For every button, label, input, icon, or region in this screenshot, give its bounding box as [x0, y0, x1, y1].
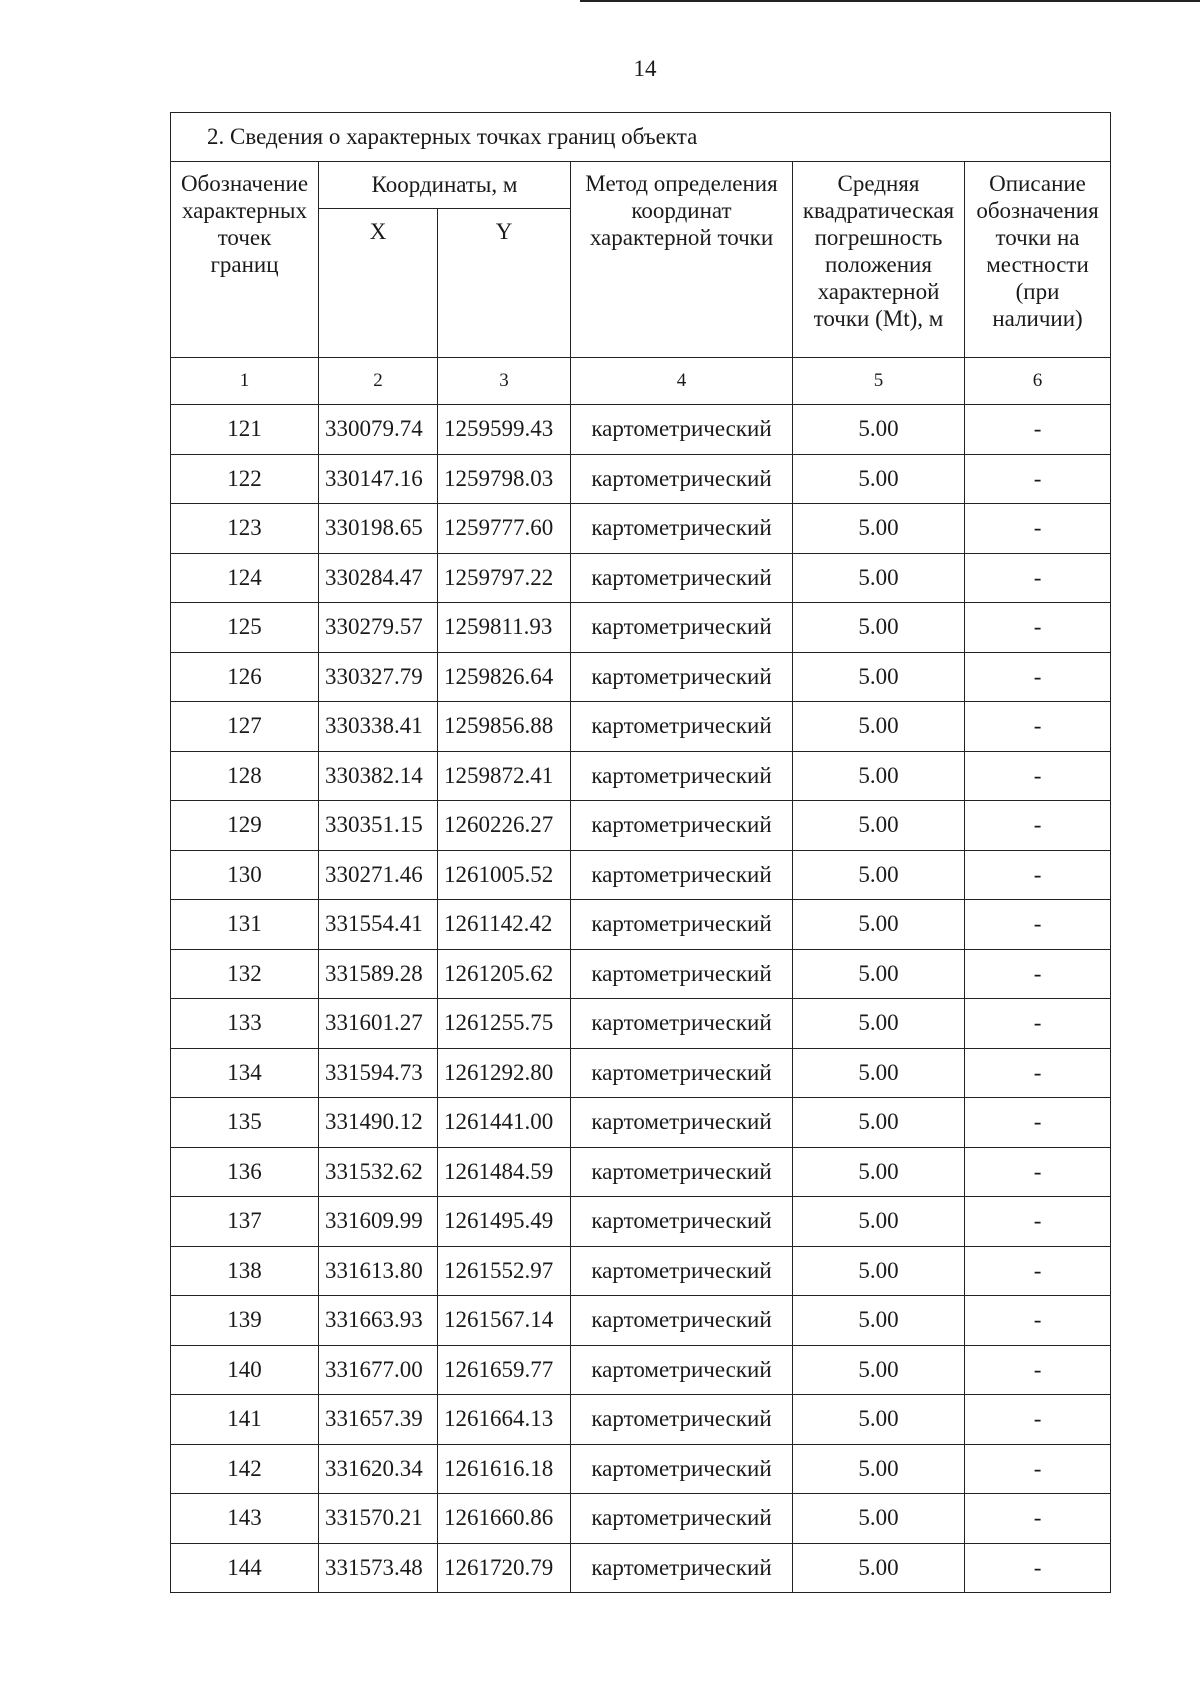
cell-method: картометрический: [571, 454, 793, 504]
cell-description: -: [965, 1444, 1111, 1494]
cell-description: -: [965, 652, 1111, 702]
cell-y-coordinate: 1261441.00: [438, 1098, 571, 1148]
cell-point-id: 135: [171, 1098, 319, 1148]
cell-description: -: [965, 454, 1111, 504]
table-row: [171, 405, 1111, 455]
cell-point-id: 141: [171, 1395, 319, 1445]
cell-point-id: 142: [171, 1444, 319, 1494]
header-y: Y: [438, 209, 571, 358]
table-row: [171, 1098, 1111, 1148]
table-row: [171, 1494, 1111, 1544]
cell-error: 5.00: [793, 1147, 965, 1197]
column-number: 4: [571, 358, 793, 405]
cell-description: -: [965, 949, 1111, 999]
table-row: [171, 504, 1111, 554]
cell-error: 5.00: [793, 1296, 965, 1346]
header-error: [793, 162, 965, 358]
header-error-line: квадратическая: [802, 198, 955, 223]
cell-point-id: 122: [171, 454, 319, 504]
cell-method: картометрический: [571, 801, 793, 851]
cell-description: -: [965, 751, 1111, 801]
cell-y-coordinate: 1261567.14: [438, 1296, 571, 1346]
cell-point-id: 137: [171, 1197, 319, 1247]
cell-y-coordinate: 1261664.13: [438, 1395, 571, 1445]
cell-x-coordinate: 331663.93: [319, 1296, 438, 1346]
cell-x-coordinate: 331573.48: [319, 1543, 438, 1593]
cell-y-coordinate: 1261552.97: [438, 1246, 571, 1296]
cell-x-coordinate: 331490.12: [319, 1098, 438, 1148]
cell-point-id: 126: [171, 652, 319, 702]
cell-x-coordinate: 331620.34: [319, 1444, 438, 1494]
table-row: [171, 1197, 1111, 1247]
cell-point-id: 133: [171, 999, 319, 1049]
cell-point-id: 125: [171, 603, 319, 653]
header-designation-line: границ: [210, 252, 279, 277]
table-row: [171, 1543, 1111, 1593]
cell-description: -: [965, 553, 1111, 603]
cell-y-coordinate: 1261142.42: [438, 900, 571, 950]
table-row: [171, 1048, 1111, 1098]
cell-method: картометрический: [571, 1444, 793, 1494]
cell-method: картометрический: [571, 1494, 793, 1544]
cell-point-id: 139: [171, 1296, 319, 1346]
table-row: [171, 652, 1111, 702]
cell-y-coordinate: 1259798.03: [438, 454, 571, 504]
cell-description: -: [965, 603, 1111, 653]
cell-y-coordinate: 1261484.59: [438, 1147, 571, 1197]
cell-method: картометрический: [571, 504, 793, 554]
section-title: 2. Сведения о характерных точках границ объекта: [171, 113, 1111, 162]
cell-method: картометрический: [571, 1147, 793, 1197]
table-row: [171, 454, 1111, 504]
cell-error: 5.00: [793, 999, 965, 1049]
cell-error: 5.00: [793, 504, 965, 554]
cell-point-id: 140: [171, 1345, 319, 1395]
cell-description: -: [965, 504, 1111, 554]
page-number: 14: [633, 56, 657, 81]
table-row: [171, 1296, 1111, 1346]
cell-method: картометрический: [571, 702, 793, 752]
table-row: [171, 1246, 1111, 1296]
cell-y-coordinate: 1261720.79: [438, 1543, 571, 1593]
cell-description: -: [965, 999, 1111, 1049]
header-method-line: координат: [631, 198, 732, 223]
cell-point-id: 130: [171, 850, 319, 900]
cell-error: 5.00: [793, 652, 965, 702]
cell-error: 5.00: [793, 1395, 965, 1445]
table-row: [171, 949, 1111, 999]
cell-description: -: [965, 702, 1111, 752]
header-error-line: погрешность: [814, 225, 943, 250]
table-row: [171, 1345, 1111, 1395]
cell-y-coordinate: 1259777.60: [438, 504, 571, 554]
cell-y-coordinate: 1259826.64: [438, 652, 571, 702]
header-description-line: Описание: [989, 171, 1086, 196]
header-description-line: обозначения: [976, 198, 1099, 223]
header-designation-line: точек: [217, 225, 272, 250]
cell-x-coordinate: 330079.74: [319, 405, 438, 455]
cell-x-coordinate: 330351.15: [319, 801, 438, 851]
column-number: 2: [319, 358, 438, 405]
cell-y-coordinate: 1259856.88: [438, 702, 571, 752]
header-coordinates: Координаты, м: [319, 162, 571, 209]
cell-y-coordinate: 1259599.43: [438, 405, 571, 455]
cell-method: картометрический: [571, 1197, 793, 1247]
cell-y-coordinate: 1261616.18: [438, 1444, 571, 1494]
characteristic-points-table: [170, 112, 1111, 1593]
cell-method: картометрический: [571, 751, 793, 801]
cell-x-coordinate: 331532.62: [319, 1147, 438, 1197]
cell-x-coordinate: 330327.79: [319, 652, 438, 702]
cell-y-coordinate: 1261255.75: [438, 999, 571, 1049]
cell-error: 5.00: [793, 1494, 965, 1544]
table-row: [171, 751, 1111, 801]
cell-point-id: 136: [171, 1147, 319, 1197]
cell-x-coordinate: 331594.73: [319, 1048, 438, 1098]
cell-description: -: [965, 1048, 1111, 1098]
table-row: [171, 801, 1111, 851]
cell-method: картометрический: [571, 603, 793, 653]
cell-point-id: 129: [171, 801, 319, 851]
header-error-line: характерной: [817, 279, 940, 304]
header-method: [571, 162, 793, 358]
cell-y-coordinate: 1261292.80: [438, 1048, 571, 1098]
cell-y-coordinate: 1259797.22: [438, 553, 571, 603]
cell-method: картометрический: [571, 652, 793, 702]
header-method-line: характерной точки: [589, 225, 774, 250]
cell-x-coordinate: 330271.46: [319, 850, 438, 900]
cell-x-coordinate: 331601.27: [319, 999, 438, 1049]
cell-error: 5.00: [793, 454, 965, 504]
table-row: [171, 1395, 1111, 1445]
cell-error: 5.00: [793, 1098, 965, 1148]
header-description-line: наличии): [992, 306, 1083, 331]
cell-point-id: 134: [171, 1048, 319, 1098]
header-error-line: положения: [825, 252, 932, 277]
header-method-line: Метод определения: [585, 171, 778, 196]
cell-description: -: [965, 900, 1111, 950]
cell-x-coordinate: 331609.99: [319, 1197, 438, 1247]
table-row: [171, 603, 1111, 653]
column-number: 3: [438, 358, 571, 405]
cell-method: картометрический: [571, 1048, 793, 1098]
table-row: [171, 1444, 1111, 1494]
cell-y-coordinate: 1260226.27: [438, 801, 571, 851]
table-row: [171, 999, 1111, 1049]
cell-description: -: [965, 1345, 1111, 1395]
cell-point-id: 138: [171, 1246, 319, 1296]
header-designation: [171, 162, 319, 358]
cell-x-coordinate: 330198.65: [319, 504, 438, 554]
column-number: 6: [965, 358, 1111, 405]
header-designation-line: Обозначение: [180, 171, 309, 196]
cell-error: 5.00: [793, 949, 965, 999]
header-description-line: точки на: [995, 225, 1080, 250]
cell-method: картометрический: [571, 553, 793, 603]
cell-x-coordinate: 330147.16: [319, 454, 438, 504]
cell-description: -: [965, 1197, 1111, 1247]
cell-method: картометрический: [571, 1543, 793, 1593]
column-number-row: [171, 358, 1111, 405]
header-row-1: [171, 162, 1111, 209]
top-rule: [580, 0, 1200, 2]
cell-error: 5.00: [793, 801, 965, 851]
column-number: 1: [171, 358, 319, 405]
cell-description: -: [965, 1246, 1111, 1296]
table-row: [171, 900, 1111, 950]
header-description: [965, 162, 1111, 358]
cell-method: картометрический: [571, 1098, 793, 1148]
cell-x-coordinate: 331677.00: [319, 1345, 438, 1395]
cell-method: картометрический: [571, 1296, 793, 1346]
header-error-line: Средняя: [837, 171, 920, 196]
cell-y-coordinate: 1261205.62: [438, 949, 571, 999]
cell-method: картометрический: [571, 850, 793, 900]
cell-description: -: [965, 1296, 1111, 1346]
cell-error: 5.00: [793, 1246, 965, 1296]
cell-error: 5.00: [793, 751, 965, 801]
cell-y-coordinate: 1261659.77: [438, 1345, 571, 1395]
table-body: [171, 113, 1111, 1593]
cell-error: 5.00: [793, 1543, 965, 1593]
cell-x-coordinate: 330279.57: [319, 603, 438, 653]
cell-error: 5.00: [793, 850, 965, 900]
cell-x-coordinate: 331657.39: [319, 1395, 438, 1445]
cell-error: 5.00: [793, 603, 965, 653]
header-error-line: точки (Mt), м: [813, 306, 944, 331]
cell-error: 5.00: [793, 900, 965, 950]
cell-point-id: 127: [171, 702, 319, 752]
table-row: [171, 553, 1111, 603]
cell-method: картометрический: [571, 900, 793, 950]
header-description-line: (при: [1015, 279, 1060, 304]
cell-y-coordinate: 1261495.49: [438, 1197, 571, 1247]
cell-description: -: [965, 850, 1111, 900]
cell-x-coordinate: 331613.80: [319, 1246, 438, 1296]
cell-y-coordinate: 1259811.93: [438, 603, 571, 653]
cell-point-id: 123: [171, 504, 319, 554]
cell-x-coordinate: 331589.28: [319, 949, 438, 999]
header-designation-line: характерных: [181, 198, 307, 223]
cell-point-id: 132: [171, 949, 319, 999]
cell-x-coordinate: 330338.41: [319, 702, 438, 752]
cell-x-coordinate: 330284.47: [319, 553, 438, 603]
cell-description: -: [965, 1147, 1111, 1197]
cell-error: 5.00: [793, 702, 965, 752]
cell-point-id: 124: [171, 553, 319, 603]
cell-y-coordinate: 1261005.52: [438, 850, 571, 900]
table-row: [171, 1147, 1111, 1197]
cell-error: 5.00: [793, 405, 965, 455]
cell-description: -: [965, 1543, 1111, 1593]
table-row: [171, 702, 1111, 752]
cell-method: картометрический: [571, 1395, 793, 1445]
cell-point-id: 131: [171, 900, 319, 950]
cell-x-coordinate: 331554.41: [319, 900, 438, 950]
cell-y-coordinate: 1261660.86: [438, 1494, 571, 1544]
cell-method: картометрический: [571, 405, 793, 455]
cell-point-id: 144: [171, 1543, 319, 1593]
cell-description: -: [965, 1395, 1111, 1445]
cell-point-id: 128: [171, 751, 319, 801]
table-row: [171, 850, 1111, 900]
cell-point-id: 121: [171, 405, 319, 455]
column-number: 5: [793, 358, 965, 405]
cell-point-id: 143: [171, 1494, 319, 1544]
cell-method: картометрический: [571, 1345, 793, 1395]
cell-description: -: [965, 405, 1111, 455]
cell-description: -: [965, 801, 1111, 851]
cell-x-coordinate: 330382.14: [319, 751, 438, 801]
cell-method: картометрический: [571, 949, 793, 999]
cell-y-coordinate: 1259872.41: [438, 751, 571, 801]
cell-description: -: [965, 1098, 1111, 1148]
header-description-line: местности: [986, 252, 1089, 277]
section-title-row: [171, 113, 1111, 162]
cell-x-coordinate: 331570.21: [319, 1494, 438, 1544]
cell-error: 5.00: [793, 553, 965, 603]
cell-method: картометрический: [571, 999, 793, 1049]
cell-error: 5.00: [793, 1345, 965, 1395]
characteristic-points-table-wrap: [170, 112, 1110, 1593]
header-x: X: [319, 209, 438, 358]
cell-method: картометрический: [571, 1246, 793, 1296]
cell-error: 5.00: [793, 1444, 965, 1494]
cell-error: 5.00: [793, 1197, 965, 1247]
cell-error: 5.00: [793, 1048, 965, 1098]
cell-description: -: [965, 1494, 1111, 1544]
